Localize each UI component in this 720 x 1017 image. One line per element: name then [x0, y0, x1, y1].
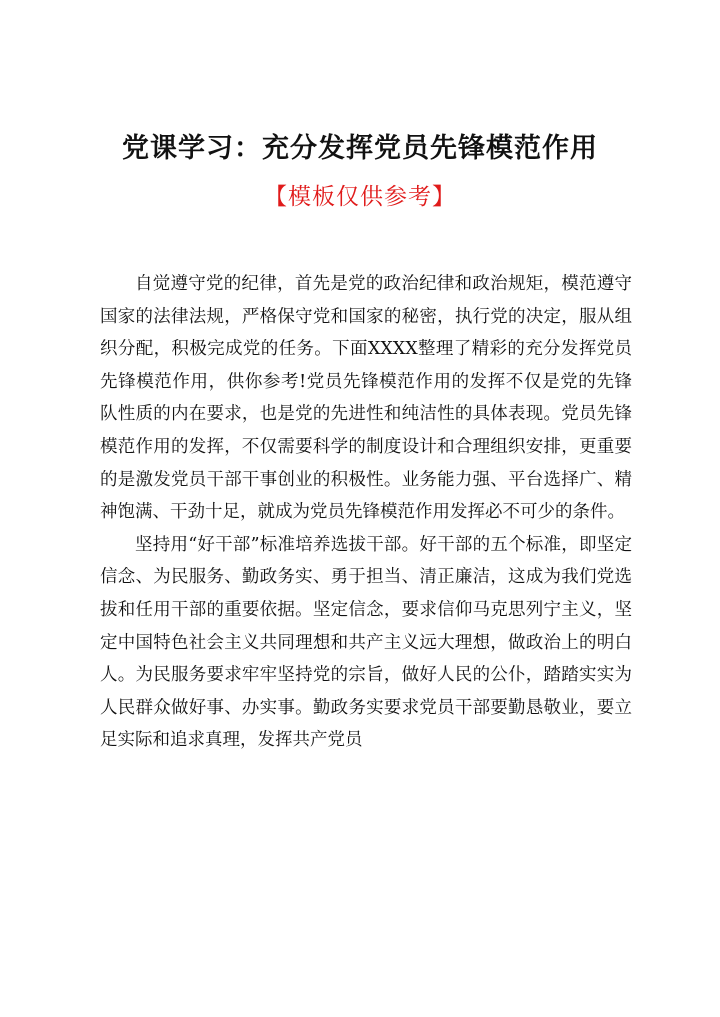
- document-title: 党课学习：充分发挥党员先锋模范作用: [122, 133, 598, 164]
- paragraph-2: 坚持用“好干部”标准培养选拔干部。好干部的五个标准，即坚定信念、为民服务、勤政务实、勇于担当、清正廉洁，这成为我们党选拔和任用干部的重要依据。坚定信念，要求信仰马克思列宁主义，坚定中国特色社会主义共同理想和共产主义远大理想，做政治上的明白人。为民服务要求牢牢坚持党的宗旨，做好人民的公仆，踏踏实实为人民群众做好事、办实事。勤政务实要求党员干部要勤恳敬业，要立足实际和追求真理，发挥共产党员: [100, 534, 632, 751]
- template-notice: 【模板仅供参考】: [264, 184, 456, 210]
- paragraph-1: 自觉遵守党的纪律，首先是党的政治纪律和政治规矩，模范遵守国家的法律法规，严格保守党和国家的秘密，执行党的决定，服从组织分配，积极完成党的任务。下面XXXX整理了精彩的充分发挥党员先锋模范作用，供你参考!党员先锋模范作用的发挥不仅是党的先锋队性质的内在要求，也是党的先进性和纯洁性的具体表现。党员先锋模范作用的发挥，不仅需要科学的制度设计和合理组织安排，更重要的是激发党员干部干事创业的积极性。业务能力强、平台选择广、精神饱满、干劲十足，就成为党员先锋模范作用发挥必不可少的条件。: [100, 274, 632, 523]
- document-body: [100, 268, 632, 757]
